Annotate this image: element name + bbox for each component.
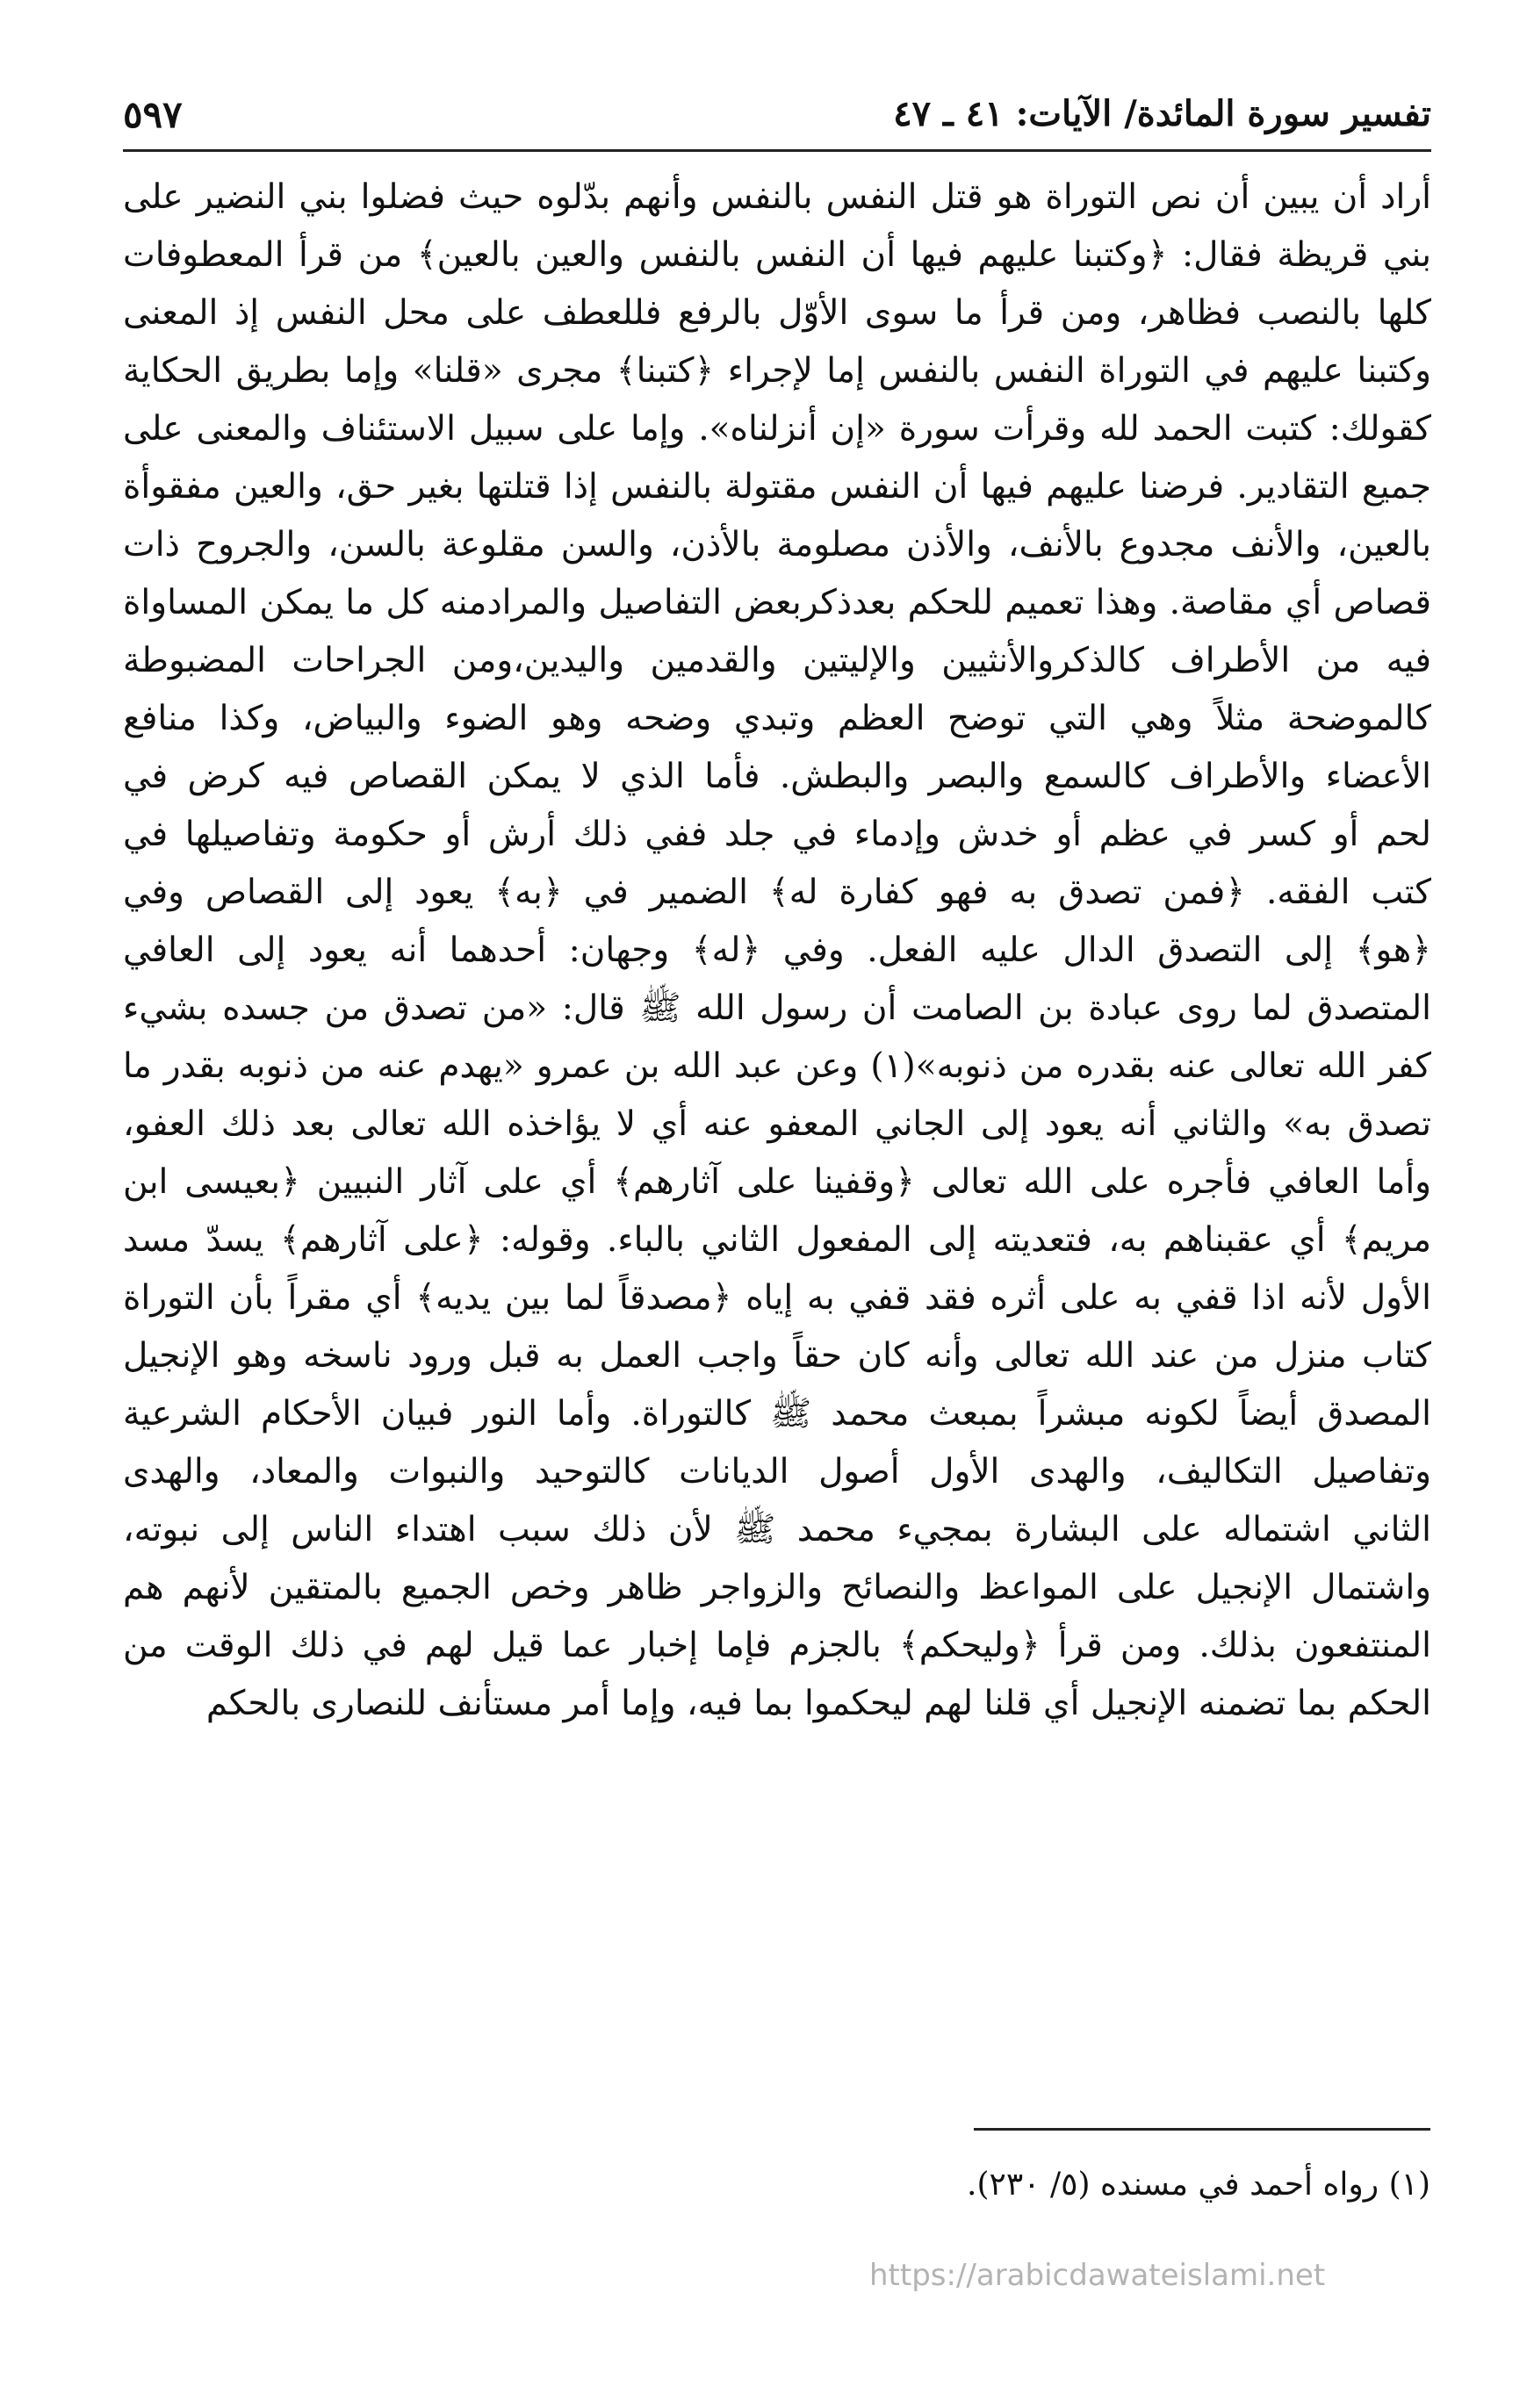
text-line: وكتبنا عليهم في التوراة النفس بالنفس إما لإجراء ﴿كتبنا﴾ مجرى «قلنا» وإما بطريق الحكاية xyxy=(123,351,1431,391)
text-line: المصدق أيضاً لكونه مبشراً بمبعث محمد ﷺ كالتوراة. وأما النور فبيان الأحكام الشرعية xyxy=(123,1394,1431,1434)
page-header xyxy=(123,84,1431,155)
main-text xyxy=(123,169,1431,1733)
running-title: تفسير سورة المائدة/ الآيات: ٤١ ـ ٤٧ xyxy=(893,93,1431,134)
text-line: أراد أن يبين أن نص التوراة هو قتل النفس بالنفس وأنهم بدّلوه حيث فضلوا بني النضير على xyxy=(123,177,1431,217)
text-line: ﴿هو﴾ إلى التصدق الدال عليه الفعل. وفي ﴿له﴾ وجهان: أحدهما أنه يعود إلى العافي xyxy=(123,931,1431,970)
text-line: جميع التقادير. فرضنا عليهم فيها أن النفس مقتولة بالنفس إذا قتلتها بغير حق، والعين مفقوأة xyxy=(123,467,1431,507)
text-line: كلها بالنصب فظاهر، ومن قرأ ما سوى الأوّل بالرفع فللعطف على محل النفس إذ المعنى xyxy=(123,293,1431,333)
text-line: الأعضاء والأطراف كالسمع والبصر والبطش. فأما الذي لا يمكن القصاص فيه كرض في xyxy=(123,757,1431,796)
text-line: وتفاصيل التكاليف، والهدى الأول أصول الديانات كالتوحيد والنبوات والمعاد، والهدى xyxy=(123,1452,1431,1492)
footnote-rule xyxy=(974,2128,1430,2131)
text-line: الحكم بما تضمنه الإنجيل أي قلنا لهم ليحكموا بما فيه، وإما أمر مستأنف للنصارى بالحكم xyxy=(205,1684,1431,1723)
text-line: كفر الله تعالى عنه بقدره من ذنوبه»(١) وعن عبد الله بن عمرو «يهدم عنه من ذنوبه بقدر ما xyxy=(123,1046,1431,1086)
text-line: واشتمال الإنجيل على المواعظ والنصائح والزواجر ظاهر وخص الجميع بالمتقين لأنهم هم xyxy=(123,1568,1431,1607)
text-line: وأما العافي فأجره على الله تعالى ﴿وقفينا على آثارهم﴾ أي على آثار النبيين ﴿بعيسى ابن xyxy=(123,1162,1431,1202)
header-rule xyxy=(123,149,1431,152)
text-line: لحم أو كسر في عظم أو خدش وإدماء في جلد ففي ذلك أرش أو حكومة وتفاصيلها في xyxy=(123,815,1431,854)
text-line: مريم﴾ أي عقبناهم به، فتعديته إلى المفعول الثاني بالباء. وقوله: ﴿على آثارهم﴾ يسدّ مسد xyxy=(123,1220,1431,1260)
text-line: فيه من الأطراف كالذكروالأنثيين والإليتين والقدمين واليدين،ومن الجراحات المضبوطة xyxy=(123,641,1431,680)
text-line: كتب الفقه. ﴿فمن تصدق به فهو كفارة له﴾ الضمير في ﴿به﴾ يعود إلى القصاص وفي xyxy=(123,873,1431,912)
text-line: قصاص أي مقاصة. وهذا تعميم للحكم بعدذكربعض التفاصيل والمرادمنه كل ما يمكن المساواة xyxy=(123,583,1431,622)
text-line: الثاني اشتماله على البشارة بمجيء محمد ﷺ لأن ذلك سبب اهتداء الناس إلى نبوته، xyxy=(123,1510,1431,1549)
text-line: كتاب منزل من عند الله تعالى وأنه كان حقاً واجب العمل به قبل ورود ناسخه وهو الإنجيل xyxy=(123,1336,1431,1376)
text-line: كقولك: كتبت الحمد لله وقرأت سورة «إن أنزلناه». وإما على سبيل الاستئناف والمعنى على xyxy=(123,409,1431,449)
text-line: كالموضحة مثلاً وهي التي توضح العظم وتبدي وضحه وهو الضوء والبياض، وكذا منافع xyxy=(123,699,1431,738)
watermark-url: https://arabicdawateislami.net xyxy=(869,2258,1326,2293)
text-line: بالعين، والأنف مجدوع بالأنف، والأذن مصلومة بالأذن، والسن مقلوعة بالسن، والجروح ذات xyxy=(123,525,1431,564)
page-number: ٥٩٧ xyxy=(123,93,183,136)
text-line: المتصدق لما روى عبادة بن الصامت أن رسول الله ﷺ قال: «من تصدق من جسده بشيء xyxy=(123,988,1431,1028)
footnote: (١) رواه أحمد في مسنده (٥/ ٢٣٠). xyxy=(967,2167,1430,2203)
text-line: بني قريظة فقال: ﴿وكتبنا عليهم فيها أن النفس بالنفس والعين بالعين﴾ من قرأ المعطوفات xyxy=(123,235,1431,275)
text-line: تصدق به» والثاني أنه يعود إلى الجاني المعفو عنه أي لا يؤاخذه الله تعالى بعد ذلك العفو، xyxy=(123,1104,1431,1144)
text-line: المنتفعون بذلك. ومن قرأ ﴿وليحكم﴾ بالجزم فإما إخبار عما قيل لهم في ذلك الوقت من xyxy=(123,1626,1431,1665)
text-line: الأول لأنه اذا قفي به على أثره فقد قفي به إياه ﴿مصدقاً لما بين يديه﴾ أي مقراً بأن التوراة xyxy=(123,1278,1431,1318)
